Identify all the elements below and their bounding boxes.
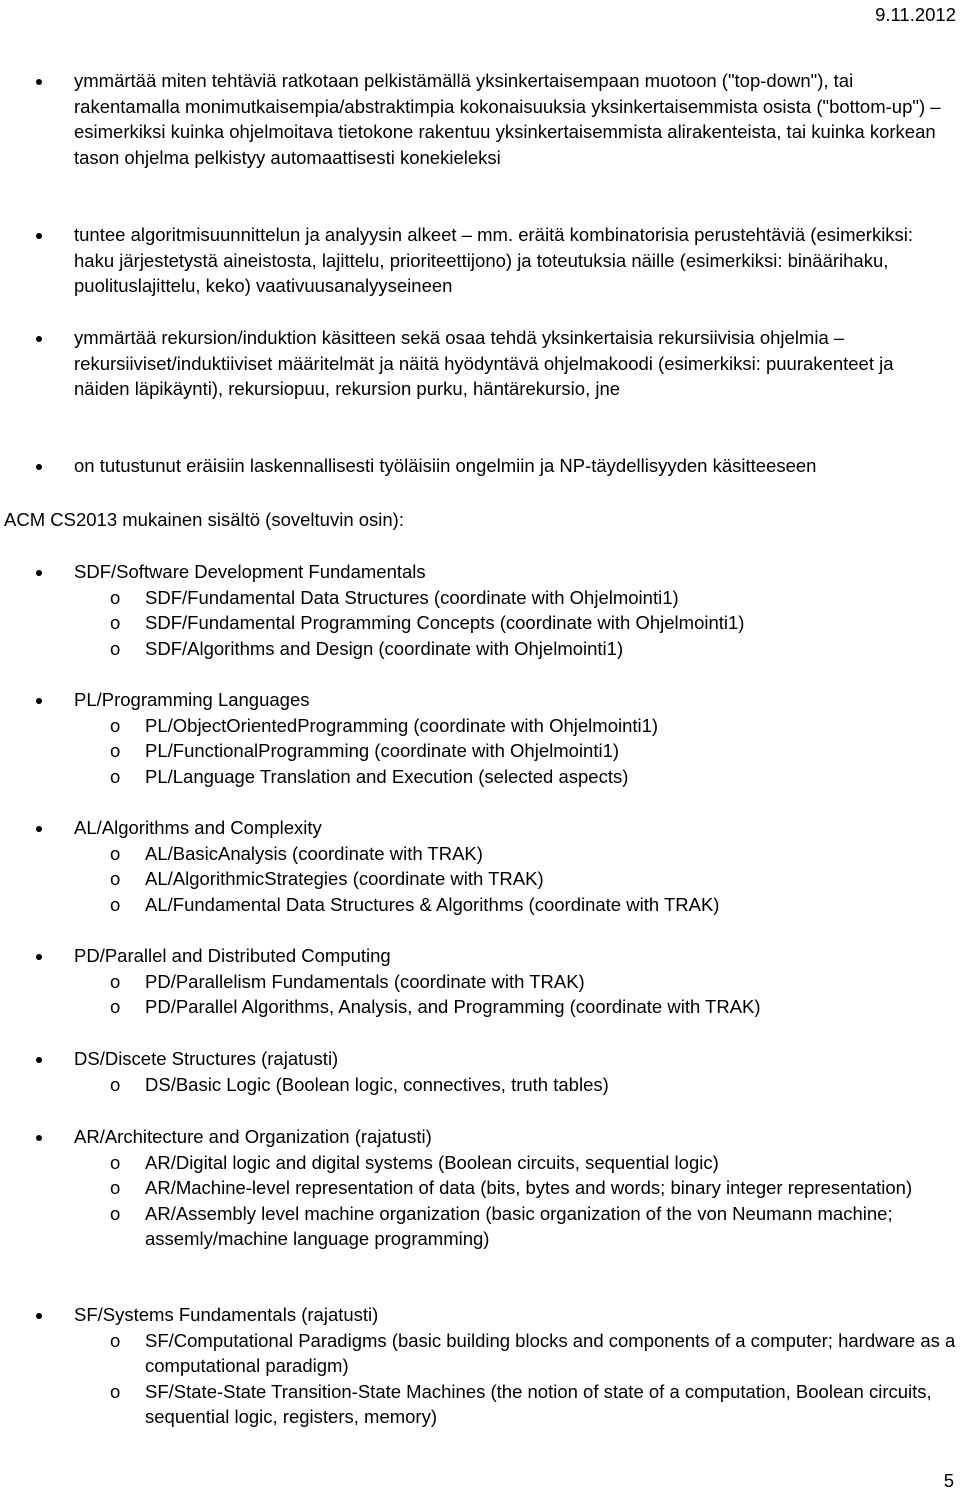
bullet-icon: [36, 1313, 42, 1319]
sub-bullet-icon: o: [110, 586, 121, 608]
sub-bullet-icon: o: [110, 740, 121, 761]
area-title: DS/Discete Structures (rajatusti): [74, 1048, 339, 1069]
bullet-icon: [36, 1135, 42, 1141]
area-item: AL/AlgorithmicStrategies (coordinate with TRAK): [145, 868, 544, 889]
area-item: AR/Machine-level representation of data (bits, bytes and words; binary integer representation): [145, 1177, 913, 1198]
area-item: PD/Parallelism Fundamentals (coordinate with TRAK): [145, 970, 585, 992]
sub-bullet-icon: o: [110, 868, 121, 889]
area-section: [0, 559, 960, 661]
area-item: PL/FunctionalProgramming (coordinate with Ohjelmointi1): [145, 740, 620, 761]
goal-item: [0, 222, 960, 299]
area-item: AL/Fundamental Data Structures & Algorithms (coordinate with TRAK): [145, 893, 720, 915]
area-section: [0, 943, 960, 1020]
area-title: AR/Architecture and Organization (rajatusti): [74, 1126, 432, 1147]
area-item: SDF/Fundamental Data Structures (coordinate with Ohjelmointi1): [145, 586, 679, 608]
area-item: SDF/Fundamental Programming Concepts (coordinate with Ohjelmointi1): [145, 612, 745, 633]
area-item: AR/Assembly level machine organization (basic organization of the von Neumann machine; assemly/machine language programming): [145, 1202, 893, 1249]
page-date: 9.11.2012: [875, 4, 956, 25]
sub-bullet-icon: o: [110, 1177, 121, 1198]
bullet-icon: [36, 698, 42, 704]
goal-text: ymmärtää miten tehtäviä ratkotaan pelkistämällä yksinkertaisempaan muotoon ("top-down"), tai rakentamalla monimutkaisempia/abstraktimpia kokonaisuuksia yksinkertaisemmista osista ("bottom-up") – esimerkiksi kuinka ohjelmoitava tietokone rakentuu yksinkertaisemmista alirakenteista, tai kuinka korkean tason ohjelma pelkistyy automaattisesti konekieleksi: [74, 70, 941, 168]
sub-bullet-icon: o: [110, 637, 121, 659]
area-item: PL/ObjectOrientedProgramming (coordinate with Ohjelmointi1): [145, 714, 659, 736]
area-item: SF/Computational Paradigms (basic building blocks and components of a computer; hardware as a computational paradigm): [145, 1329, 956, 1376]
bullet-icon: [36, 1057, 42, 1063]
goal-item: [0, 453, 960, 479]
sub-bullet-icon: o: [110, 996, 121, 1017]
area-item: PD/Parallel Algorithms, Analysis, and Programming (coordinate with TRAK): [145, 996, 761, 1017]
area-title: PD/Parallel and Distributed Computing: [74, 945, 391, 966]
area-item: DS/Basic Logic (Boolean logic, connectives, truth tables): [145, 1073, 609, 1095]
area-title: SF/Systems Fundamentals (rajatusti): [74, 1304, 379, 1325]
goal-item: [0, 325, 960, 402]
bullet-icon: [36, 79, 42, 85]
bullet-icon: [36, 233, 42, 239]
area-section: [0, 815, 960, 917]
goal-text: tuntee algoritmisuunnittelun ja analyysin alkeet – mm. eräitä kombinatorisia perustehtäviä (esimerkiksi: haku järjestetystä aineistosta, lajittelu, prioriteettijono) ja toteutuksia näille (esimerkiksi: binäärihaku, puolituslajittelu, keko) vaativuusanalyyseineen: [74, 224, 914, 296]
area-section: [0, 1046, 960, 1097]
acm-heading: ACM CS2013 mukainen sisältö (soveltuvin osin):: [4, 509, 404, 530]
sub-bullet-icon: o: [110, 612, 121, 633]
bullet-icon: [36, 826, 42, 832]
area-item: AR/Digital logic and digital systems (Boolean circuits, sequential logic): [145, 1151, 719, 1173]
area-title: AL/Algorithms and Complexity: [74, 817, 322, 838]
area-item: SDF/Algorithms and Design (coordinate with Ohjelmointi1): [145, 637, 624, 659]
sub-bullet-icon: o: [110, 765, 121, 787]
area-section: [0, 1302, 960, 1430]
sub-bullet-icon: o: [110, 1151, 121, 1173]
goal-item: [0, 68, 960, 170]
sub-bullet-icon: o: [110, 714, 121, 736]
bullet-icon: [36, 464, 42, 470]
goal-text: ymmärtää rekursion/induktion käsitteen sekä osaa tehdä yksinkertaisia rekursiivisia ohjelmia – rekursiiviset/induktiiviset määritelmät ja näitä hyödyntävä ohjelmakoodi (esimerkiksi: puurakenteet ja näiden läpikäynti), rekursiopuu, rekursion purku, häntärekursio, jne: [74, 327, 894, 399]
sub-bullet-icon: o: [110, 1329, 121, 1351]
sub-bullet-icon: o: [110, 842, 121, 864]
sub-bullet-icon: o: [110, 1202, 121, 1224]
area-item: AL/BasicAnalysis (coordinate with TRAK): [145, 842, 483, 864]
goal-text: on tutustunut eräisiin laskennallisesti työläisiin ongelmiin ja NP-täydellisyyden käsitteeseen: [74, 455, 817, 476]
sub-bullet-icon: o: [110, 970, 121, 992]
sub-bullet-icon: o: [110, 1380, 121, 1402]
area-title: SDF/Software Development Fundamentals: [74, 561, 426, 582]
bullet-icon: [36, 570, 42, 576]
page-number: 5: [943, 1469, 954, 1491]
area-section: [0, 687, 960, 789]
area-title: PL/Programming Languages: [74, 689, 310, 710]
area-item: PL/Language Translation and Execution (selected aspects): [145, 765, 629, 787]
sub-bullet-icon: o: [110, 1073, 121, 1095]
bullet-icon: [36, 954, 42, 960]
area-section: [0, 1124, 960, 1252]
area-item: SF/State-State Transition-State Machines (the notion of state of a computation, Boolean circuits, sequential logic, registers, memory): [145, 1380, 932, 1427]
sub-bullet-icon: o: [110, 893, 121, 915]
bullet-icon: [36, 336, 42, 342]
